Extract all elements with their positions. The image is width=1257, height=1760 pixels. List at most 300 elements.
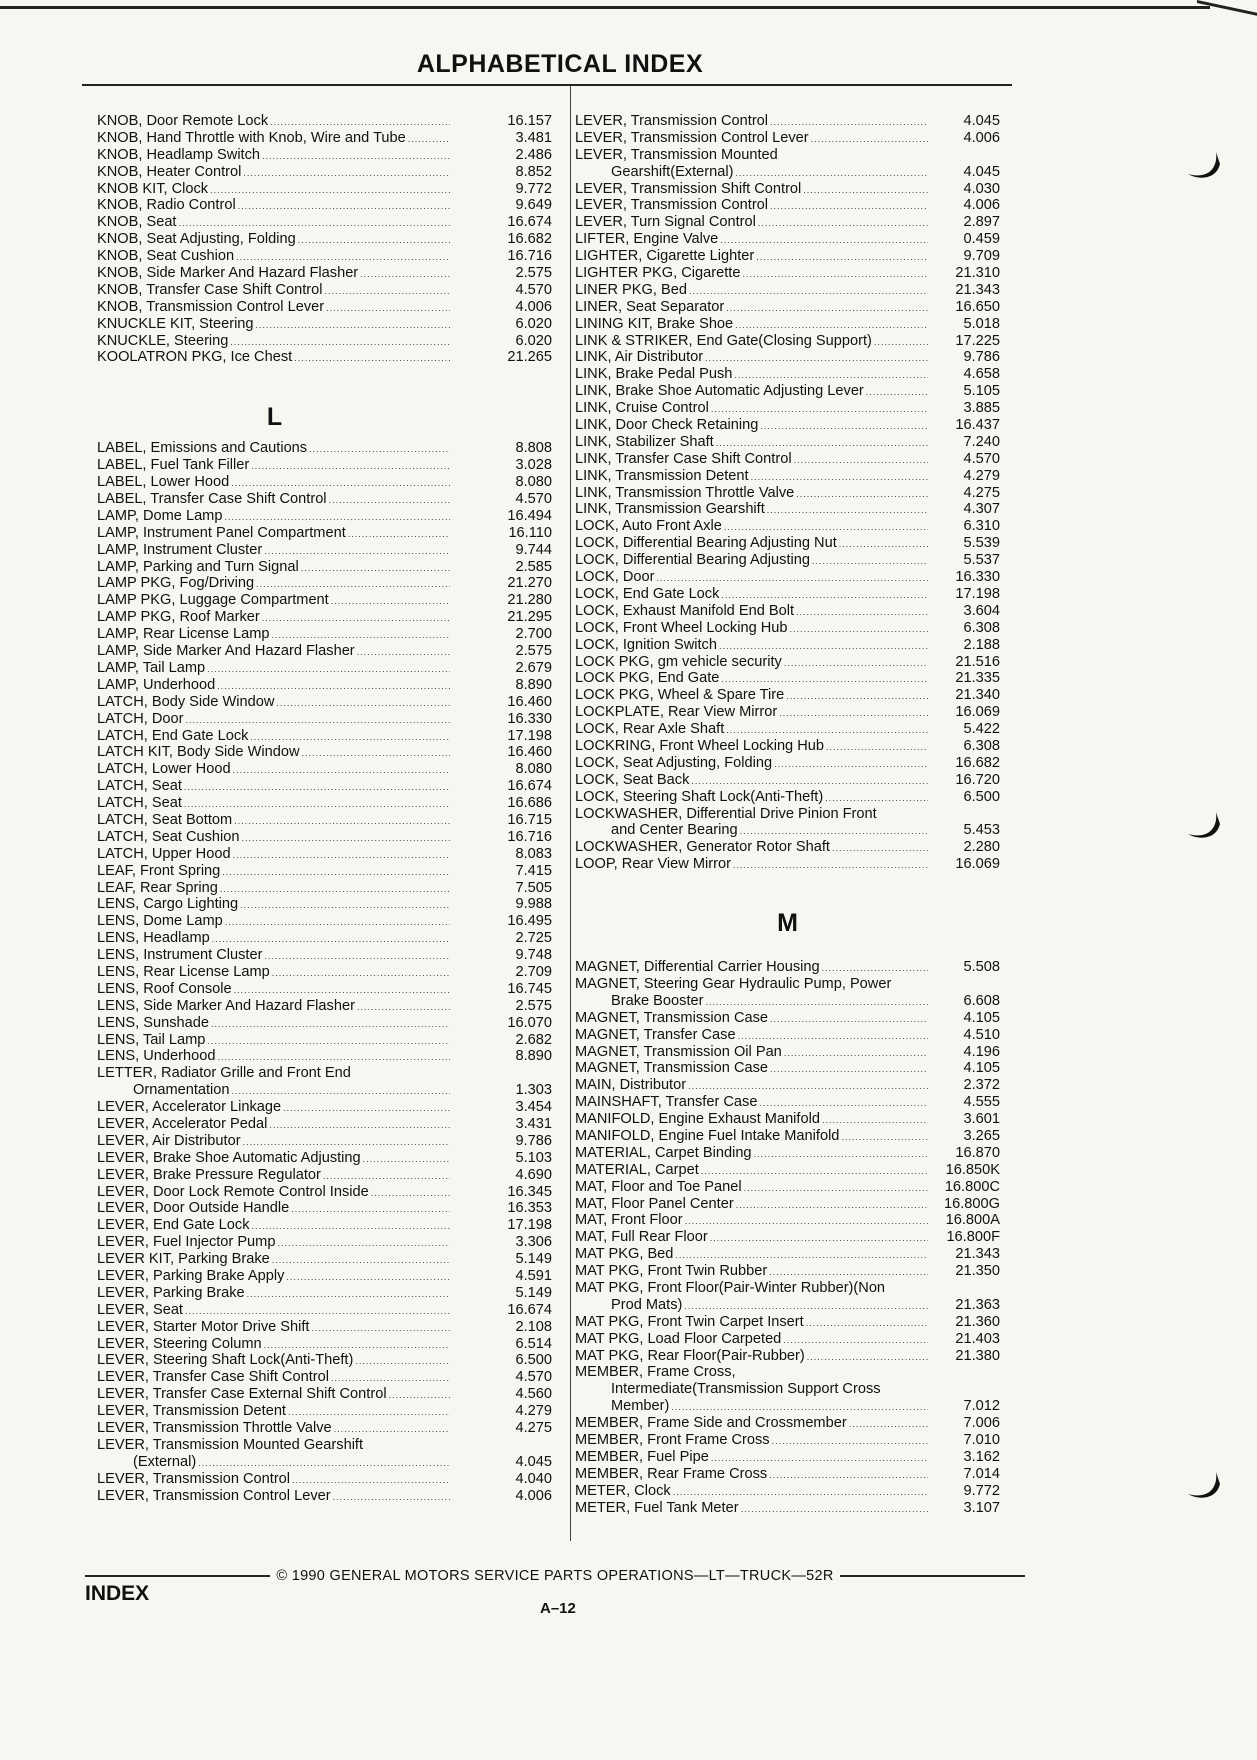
entry-label-wrap: [97, 1386, 452, 1404]
entry-label: MAT, Full Rear Floor: [575, 1229, 708, 1246]
entry-page-ref: 4.307: [963, 501, 1000, 518]
dot-leader: [302, 745, 451, 762]
entry-label: KNOB, Seat Adjusting, Folding: [97, 231, 296, 248]
entry-label-wrap: [97, 592, 452, 610]
dot-leader: [767, 502, 928, 519]
entry-label: LENS, Cargo Lighting: [97, 896, 239, 913]
entry-page-ref: 8.808: [515, 440, 552, 457]
index-entry: [97, 1082, 552, 1099]
entry-label-wrap: [575, 1263, 930, 1281]
index-entry: [575, 316, 1000, 333]
entry-page-ref: 4.591: [515, 1268, 552, 1284]
dot-leader: [326, 300, 450, 317]
entry-page-ref: 8.083: [515, 845, 552, 862]
dot-leader: [742, 266, 928, 283]
dot-leader: [323, 1168, 450, 1185]
entry-page-ref: 4.006: [963, 129, 1000, 146]
dot-leader: [207, 661, 450, 678]
index-entry: [97, 197, 552, 214]
entry-label: LOCK, Auto Front Axle: [575, 518, 722, 535]
dot-leader: [210, 182, 450, 199]
entry-label-wrap: [575, 1010, 930, 1028]
entry-label-wrap: [575, 1297, 930, 1315]
entry-label-wrap: [575, 282, 930, 300]
dot-leader: [217, 1049, 450, 1066]
entry-page-ref: 5.453: [963, 822, 1000, 839]
entry-page-ref: 4.045: [515, 1453, 552, 1470]
entry-label: LEVER, Transmission Mounted Gearshift: [97, 1436, 364, 1453]
dot-leader: [236, 249, 450, 266]
entry-page-ref: 2.682: [515, 1031, 552, 1048]
index-entry: [97, 575, 552, 592]
entry-label: KNUCKLE, Steering: [97, 332, 229, 349]
index-entry: [575, 265, 1000, 282]
entry-label-wrap: [97, 130, 452, 148]
index-entry: [97, 1319, 552, 1336]
entry-page-ref: 4.570: [515, 1369, 552, 1386]
entry-page-ref: 7.014: [963, 1465, 1000, 1482]
entry-label: LAMP, Side Marker And Hazard Flasher: [97, 643, 355, 660]
entry-label-wrap: [575, 586, 930, 604]
entry-label-wrap: [97, 998, 452, 1016]
entry-page-ref: 7.010: [963, 1432, 1000, 1449]
entry-page-ref: 21.295: [507, 609, 552, 626]
dot-leader: [656, 570, 928, 587]
index-entry: [575, 1331, 1000, 1348]
entry-page-ref: 4.690: [515, 1166, 552, 1183]
dot-leader: [331, 593, 450, 610]
entry-page-ref: 4.570: [515, 491, 552, 508]
index-entry: [97, 930, 552, 947]
entry-page-ref: 3.028: [515, 457, 552, 474]
index-entry: [575, 738, 1000, 755]
entry-label-wrap: [575, 1179, 930, 1197]
entry-label: LAMP PKG, Luggage Compartment: [97, 592, 329, 609]
index-entry: [97, 113, 552, 130]
dot-leader: [276, 695, 450, 712]
entry-label-wrap: [97, 863, 452, 881]
entry-label-wrap: [97, 316, 452, 334]
entry-page-ref: 21.380: [955, 1347, 1000, 1364]
index-entry: [575, 687, 1000, 704]
dot-leader: [736, 1197, 928, 1214]
entry-label-wrap: [575, 1348, 930, 1366]
entry-page-ref: 4.275: [515, 1420, 552, 1437]
entry-page-ref: 16.682: [955, 754, 1000, 771]
dot-leader: [754, 1146, 928, 1163]
entry-page-ref: 4.105: [963, 1009, 1000, 1026]
index-entry: [575, 552, 1000, 569]
dot-leader: [301, 560, 450, 577]
entry-page-ref: 3.107: [963, 1499, 1000, 1516]
dot-leader: [324, 283, 450, 300]
dot-leader: [826, 739, 928, 756]
index-entry: [575, 1415, 1000, 1432]
index-entry: [575, 197, 1000, 214]
entry-label: LABEL, Emissions and Cautions: [97, 440, 308, 457]
index-entry: [97, 1217, 552, 1234]
entry-label: MAT PKG, Front Twin Rubber: [575, 1263, 768, 1280]
entry-page-ref: 0.459: [963, 231, 1000, 248]
entry-label-wrap: [575, 1094, 930, 1112]
entry-page-ref: 4.560: [515, 1386, 552, 1403]
index-entry: [97, 333, 552, 350]
dot-leader: [774, 756, 928, 773]
index-entry: [575, 349, 1000, 366]
index-entry: [97, 1454, 552, 1471]
index-entry: [97, 711, 552, 728]
index-entry: [97, 1150, 552, 1167]
index-entry: [575, 586, 1000, 603]
dot-leader: [721, 671, 928, 688]
index-entry: [575, 1398, 1000, 1415]
dot-leader: [233, 762, 450, 779]
entry-label: LOCK PKG, Wheel & Spare Tire: [575, 687, 785, 704]
entry-page-ref: 16.800F: [946, 1229, 1000, 1246]
index-entry: [97, 181, 552, 198]
index-entry: [575, 670, 1000, 687]
index-entry: [575, 1010, 1000, 1027]
entry-label-wrap: [575, 130, 930, 148]
entry-label: LEVER, Starter Motor Drive Shift: [97, 1318, 310, 1335]
entry-label-wrap: [97, 457, 452, 475]
entry-page-ref: 17.198: [507, 1217, 552, 1234]
dot-leader: [849, 1416, 928, 1433]
entry-label-wrap: [575, 1212, 930, 1230]
entry-label-wrap: [97, 1015, 452, 1033]
entry-label: LEVER, Steering Column: [97, 1335, 262, 1352]
entry-label: METER, Clock: [575, 1482, 671, 1499]
entry-page-ref: 16.353: [507, 1200, 552, 1217]
entry-page-ref: 2.575: [515, 997, 552, 1014]
dot-leader: [874, 334, 928, 351]
entry-label: LEVER, Transmission Control Lever: [575, 129, 809, 146]
entry-label-wrap: [575, 1229, 930, 1247]
entry-page-ref: 21.350: [955, 1263, 1000, 1280]
dot-leader: [243, 165, 450, 182]
dot-leader: [769, 1467, 928, 1484]
entry-label-wrap: [97, 1234, 452, 1252]
entry-page-ref: 3.265: [963, 1127, 1000, 1144]
entry-label: LENS, Instrument Cluster: [97, 947, 263, 964]
entry-page-ref: 21.343: [955, 281, 1000, 298]
index-entry: [575, 468, 1000, 485]
entry-label-wrap: [575, 552, 930, 570]
dot-leader: [207, 1033, 450, 1050]
dot-leader: [758, 215, 928, 232]
entry-label-wrap: [97, 761, 452, 779]
entry-label-wrap: [575, 959, 930, 977]
dot-leader: [186, 712, 450, 729]
column-divider: [570, 86, 571, 1541]
entry-label-wrap: [575, 822, 930, 840]
entry-label: LETTER, Radiator Grille and Front End: [97, 1065, 351, 1082]
dot-leader: [796, 604, 928, 621]
dot-leader: [673, 1484, 928, 1501]
entry-label-wrap: [575, 265, 930, 283]
entry-page-ref: 16.745: [507, 980, 552, 997]
index-entry: [575, 164, 1000, 181]
index-entry: [97, 981, 552, 998]
entry-page-ref: 16.720: [955, 771, 1000, 788]
dot-leader: [726, 722, 928, 739]
index-entry: [97, 491, 552, 508]
dot-leader: [408, 131, 450, 148]
index-entry: [575, 1196, 1000, 1213]
index-entry: [575, 434, 1000, 451]
index-entry: [575, 1060, 1000, 1077]
entry-page-ref: 5.508: [963, 959, 1000, 976]
index-entry: [97, 1048, 552, 1065]
entry-label: KNOB, Seat Cushion: [97, 248, 235, 265]
entry-label: LENS, Headlamp: [97, 930, 210, 947]
entry-page-ref: 16.070: [507, 1014, 552, 1031]
entry-label-wrap: [575, 333, 930, 351]
entry-label-wrap: [97, 1184, 452, 1202]
dot-leader: [841, 1129, 928, 1146]
entry-label-wrap: [97, 795, 452, 813]
entry-page-ref: 5.018: [963, 315, 1000, 332]
index-entry: [575, 366, 1000, 383]
dot-leader: [270, 114, 450, 131]
entry-label: MEMBER, Frame Side and Crossmember: [575, 1415, 847, 1432]
index-entry: [575, 1027, 1000, 1044]
index-entry: [97, 542, 552, 559]
entry-label-wrap: [97, 214, 452, 232]
entry-label-wrap: [575, 231, 930, 249]
dot-leader: [269, 1117, 450, 1134]
entry-label: LINK, Transmission Throttle Valve: [575, 484, 795, 501]
binder-hole-mark: [1182, 1470, 1222, 1506]
entry-label: KNOB, Transmission Control Lever: [97, 298, 325, 315]
index-entry: [97, 609, 552, 626]
entry-label-wrap: [97, 1251, 452, 1269]
index-entry: [97, 913, 552, 930]
index-entry: [97, 863, 552, 880]
entry-label-wrap: [575, 806, 930, 824]
dot-leader: [242, 830, 451, 847]
entry-label: KNOB, Side Marker And Hazard Flasher: [97, 265, 359, 282]
entry-label: Intermediate(Transmission Support Cross: [611, 1381, 881, 1398]
index-group-m: [575, 959, 1000, 1516]
entry-label: LINK, Door Check Retaining: [575, 417, 759, 434]
entry-label-wrap: [97, 728, 452, 746]
entry-label: LATCH, Seat Cushion: [97, 828, 240, 845]
dot-leader: [726, 300, 928, 317]
top-rule: [0, 6, 1210, 9]
index-entry: [97, 559, 552, 576]
dot-leader: [264, 543, 450, 560]
index-entry: [97, 1420, 552, 1437]
dot-leader: [333, 1489, 450, 1506]
entry-label-wrap: [575, 1111, 930, 1129]
entry-page-ref: 16.715: [507, 811, 552, 828]
entry-label-wrap: [97, 113, 452, 131]
dot-leader: [770, 198, 928, 215]
entry-label: LINK, Stabilizer Shaft: [575, 433, 714, 450]
entry-label: LOCK PKG, End Gate: [575, 670, 720, 687]
index-entry: [97, 778, 552, 795]
entry-label: LEVER, Door Outside Handle: [97, 1200, 290, 1217]
index-entry: [575, 1297, 1000, 1314]
dot-leader: [760, 418, 928, 435]
entry-page-ref: 1.303: [515, 1082, 552, 1099]
entry-page-ref: 21.403: [955, 1330, 1000, 1347]
entry-label-wrap: [575, 637, 930, 655]
entry-page-ref: 17.225: [955, 332, 1000, 349]
entry-label: KNUCKLE KIT, Steering: [97, 315, 254, 332]
entry-label-wrap: [575, 1483, 930, 1501]
dot-leader: [262, 148, 450, 165]
entry-label-wrap: [575, 468, 930, 486]
entry-page-ref: 4.275: [963, 484, 1000, 501]
dot-leader: [264, 1337, 450, 1354]
entry-label: LOCK, Door: [575, 569, 655, 586]
index-entry: [97, 1167, 552, 1184]
index-entry: [575, 333, 1000, 350]
binder-hole-mark: [1182, 810, 1222, 846]
entry-label: MAT, Floor Panel Center: [575, 1195, 734, 1212]
entry-page-ref: 9.748: [515, 947, 552, 964]
index-entry: [97, 1268, 552, 1285]
entry-label: MAGNET, Transmission Case: [575, 1009, 769, 1026]
entry-label-wrap: [97, 1369, 452, 1387]
entry-label: MAT PKG, Front Floor(Pair-Winter Rubber)(Non: [575, 1280, 886, 1296]
index-entry: [575, 535, 1000, 552]
entry-page-ref: 16.800G: [944, 1195, 1000, 1212]
entry-label-wrap: [575, 501, 930, 519]
entry-page-ref: 4.045: [963, 163, 1000, 180]
index-entry: [97, 829, 552, 846]
index-entry: [575, 1449, 1000, 1466]
entry-label-wrap: [97, 181, 452, 199]
entry-page-ref: 4.510: [963, 1026, 1000, 1043]
entry-label-wrap: [575, 1027, 930, 1045]
entry-label-wrap: [97, 880, 452, 898]
entry-label-wrap: [575, 856, 930, 874]
entry-label: KNOB, Headlamp Switch: [97, 146, 261, 163]
entry-label-wrap: [97, 1099, 452, 1117]
entry-label-wrap: [97, 231, 452, 249]
entry-page-ref: 8.080: [515, 761, 552, 778]
entry-label: MATERIAL, Carpet: [575, 1161, 699, 1178]
entry-label: MAT PKG, Bed: [575, 1246, 674, 1263]
entry-page-ref: 4.555: [963, 1094, 1000, 1111]
dot-leader: [839, 536, 928, 553]
entry-label: MAT, Front Floor: [575, 1212, 683, 1229]
entry-label: Gearshift(External): [611, 163, 734, 180]
entry-label: LINK, Cruise Control: [575, 400, 709, 417]
entry-page-ref: 2.585: [515, 558, 552, 575]
index-entry: [575, 231, 1000, 248]
entry-page-ref: 21.363: [955, 1296, 1000, 1313]
dot-leader: [784, 655, 928, 672]
entry-label: LEVER, Transfer Case Shift Control: [97, 1369, 329, 1386]
entry-label-wrap: [97, 508, 452, 526]
dot-leader: [720, 232, 928, 249]
entry-label: LABEL, Lower Hood: [97, 474, 230, 491]
section-letter-m: M: [777, 909, 798, 938]
dot-leader: [288, 1404, 450, 1421]
dot-leader: [355, 1353, 450, 1370]
entry-label: LEVER, Transmission Detent: [97, 1403, 286, 1420]
entry-page-ref: 4.006: [963, 197, 1000, 214]
entry-page-ref: 9.744: [515, 541, 552, 558]
entry-label: LINK, Transmission Gearshift: [575, 501, 765, 518]
index-entry: [97, 896, 552, 913]
entry-label-wrap: [97, 197, 452, 215]
entry-page-ref: 4.279: [963, 467, 1000, 484]
index-entry: [575, 772, 1000, 789]
index-entry: [575, 282, 1000, 299]
entry-label: LEAF, Front Spring: [97, 862, 221, 879]
entry-page-ref: 9.786: [515, 1132, 552, 1149]
entry-label-wrap: [97, 694, 452, 712]
entry-label-wrap: [575, 687, 930, 705]
entry-label-wrap: [97, 1488, 452, 1506]
dot-leader: [790, 621, 928, 638]
entry-label: LOCK, Exhaust Manifold End Bolt: [575, 602, 795, 619]
entry-label-wrap: [97, 1048, 452, 1066]
entry-label-wrap: [575, 620, 930, 638]
entry-label: KNOB, Transfer Case Shift Control: [97, 281, 323, 298]
entry-label-wrap: [575, 1466, 930, 1484]
index-entry: [97, 1352, 552, 1369]
entry-page-ref: 8.852: [515, 163, 552, 180]
entry-label-wrap: [575, 789, 930, 807]
entry-label: Brake Booster: [611, 992, 704, 1009]
index-entry: [97, 525, 552, 542]
dot-leader: [807, 1349, 928, 1366]
entry-page-ref: 16.437: [955, 417, 1000, 434]
entry-page-ref: 21.270: [507, 575, 552, 592]
entry-label-wrap: [97, 491, 452, 509]
entry-label: KNOB, Radio Control: [97, 197, 236, 214]
index-entry: [575, 569, 1000, 586]
entry-page-ref: 21.516: [955, 653, 1000, 670]
entry-label: KOOLATRON PKG, Ice Chest: [97, 349, 293, 366]
entry-label: LAMP, Instrument Panel Compartment: [97, 524, 346, 541]
index-entry: [575, 214, 1000, 231]
entry-label: LOCK, Ignition Switch: [575, 636, 717, 653]
entry-label: LINER PKG, Bed: [575, 281, 687, 298]
entry-label-wrap: [575, 383, 930, 401]
index-entry: [97, 349, 552, 366]
entry-label: MAT, Floor and Toe Panel: [575, 1178, 742, 1195]
index-entry: [575, 1263, 1000, 1280]
entry-label: MEMBER, Fuel Pipe: [575, 1448, 709, 1465]
entry-label-wrap: [575, 1060, 930, 1078]
dot-leader: [772, 1433, 928, 1450]
dot-leader: [243, 1134, 450, 1151]
index-group-l: [97, 440, 552, 1504]
entry-label: LATCH KIT, Body Side Window: [97, 744, 300, 761]
dot-leader: [806, 1315, 928, 1332]
entry-page-ref: 16.460: [507, 744, 552, 761]
entry-page-ref: 16.157: [507, 113, 552, 129]
entry-label-wrap: [575, 1196, 930, 1214]
entry-label: LATCH, End Gate Lock: [97, 727, 249, 744]
entry-label: LAMP, Instrument Cluster: [97, 541, 263, 558]
entry-label: MAGNET, Transfer Case: [575, 1026, 736, 1043]
entry-page-ref: 3.431: [515, 1115, 552, 1132]
entry-label-wrap: [575, 1128, 930, 1146]
index-entry: [97, 677, 552, 694]
index-entry: [97, 1015, 552, 1032]
entry-label: LAMP, Tail Lamp: [97, 659, 206, 676]
entry-label: LINK, Brake Shoe Automatic Adjusting Lever: [575, 383, 864, 400]
index-entry: [575, 248, 1000, 265]
